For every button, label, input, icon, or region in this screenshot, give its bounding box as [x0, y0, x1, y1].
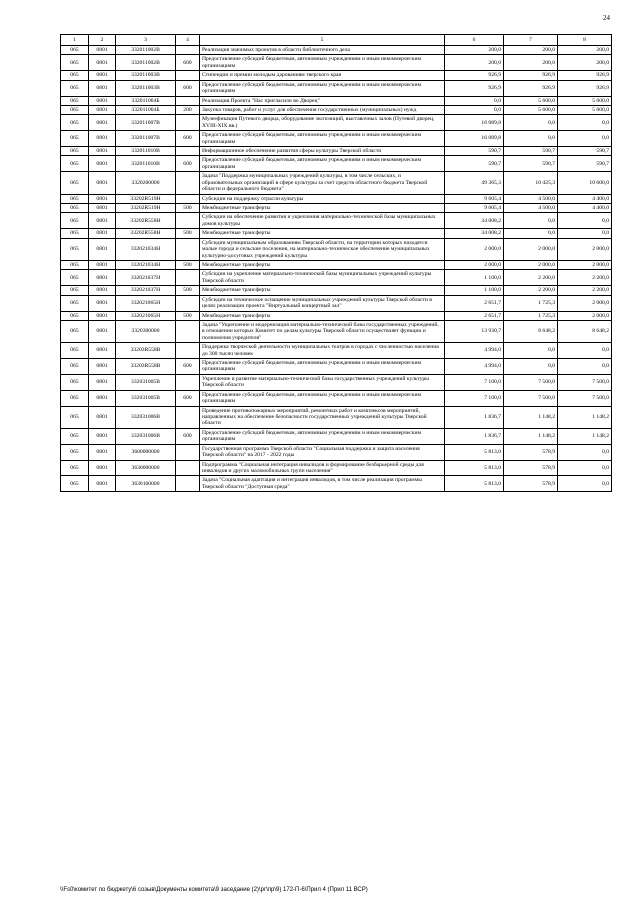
admin-code-cell: 065: [61, 194, 89, 203]
description-cell: Стипендии и премии молодым дарованиям тверского края: [200, 71, 445, 80]
expense-type-cell: [176, 71, 200, 80]
amount-cell: 4 400,0: [558, 194, 612, 203]
admin-code-cell: 065: [61, 172, 89, 194]
table-row: [61, 96, 612, 105]
section-code-cell: 0801: [89, 172, 116, 194]
description-cell: Информационное обеспечение развития сферы культуры Тверской области: [200, 147, 445, 156]
expense-type-cell: 600: [176, 156, 200, 172]
amount-cell: 0,0: [558, 115, 612, 131]
section-code-cell: 0801: [89, 156, 116, 172]
section-code-cell: 0801: [89, 359, 116, 375]
description-cell: Задача "Укрепление и модернизация материально-технической базы государственных учреждений, в отношении которых Комитет по делам культуры Тверской области осуществляет функции и полномочия учредителя": [200, 320, 445, 342]
target-article-cell: 332021065Н: [116, 311, 176, 320]
section-code-cell: 0801: [89, 343, 116, 359]
expense-type-cell: [176, 213, 200, 229]
description-cell: Укрепление и развитие материально-технической базы государственных учреждений культуры Тверской области: [200, 374, 445, 390]
amount-cell: 926,9: [445, 71, 504, 80]
amount-cell: 590,7: [504, 156, 558, 172]
admin-code-cell: 065: [61, 46, 89, 55]
amount-cell: 1 725,3: [504, 295, 558, 311]
table-row: [61, 295, 612, 311]
section-code-cell: 0801: [89, 390, 116, 406]
amount-cell: 2 000,0: [445, 260, 504, 269]
admin-code-cell: 065: [61, 444, 89, 460]
amount-cell: 200,0: [504, 55, 558, 71]
amount-cell: 2 200,0: [504, 286, 558, 295]
amount-cell: 926,9: [558, 71, 612, 80]
amount-cell: 578,9: [504, 460, 558, 476]
admin-code-cell: 065: [61, 390, 89, 406]
amount-cell: 578,9: [504, 476, 558, 492]
amount-cell: 0,0: [504, 115, 558, 131]
admin-code-cell: 065: [61, 238, 89, 260]
section-code-cell: 0801: [89, 204, 116, 213]
column-header: 1: [61, 35, 89, 46]
expense-type-cell: 600: [176, 80, 200, 96]
expense-type-cell: [176, 46, 200, 55]
amount-cell: 200,0: [504, 46, 558, 55]
admin-code-cell: 065: [61, 96, 89, 105]
amount-cell: 0,0: [558, 460, 612, 476]
column-header: 2: [89, 35, 116, 46]
amount-cell: 5 813,0: [445, 460, 504, 476]
amount-cell: 4 500,0: [504, 194, 558, 203]
target-article-cell: 332021037Н: [116, 270, 176, 286]
amount-cell: 2 000,0: [558, 311, 612, 320]
amount-cell: 0,0: [504, 213, 558, 229]
admin-code-cell: 065: [61, 295, 89, 311]
section-code-cell: 0801: [89, 476, 116, 492]
amount-cell: 2 000,0: [504, 238, 558, 260]
admin-code-cell: 065: [61, 286, 89, 295]
amount-cell: 2 000,0: [558, 295, 612, 311]
admin-code-cell: 065: [61, 311, 89, 320]
target-article-cell: 332031005В: [116, 390, 176, 406]
amount-cell: 5 600,0: [504, 105, 558, 114]
target-article-cell: 332011004Б: [116, 105, 176, 114]
section-code-cell: 0801: [89, 115, 116, 131]
expense-type-cell: [176, 320, 200, 342]
amount-cell: 0,0: [504, 359, 558, 375]
amount-cell: 0,0: [558, 229, 612, 238]
admin-code-cell: 065: [61, 131, 89, 147]
description-cell: Предоставление субсидий бюджетным, автономным учреждениям и иным некоммерческим организациям: [200, 390, 445, 406]
target-article-cell: 33202R519Н: [116, 194, 176, 203]
amount-cell: 4 994,0: [445, 359, 504, 375]
admin-code-cell: 065: [61, 460, 89, 476]
expense-type-cell: 500: [176, 286, 200, 295]
section-code-cell: 0801: [89, 460, 116, 476]
expense-type-cell: [176, 270, 200, 286]
description-cell: Задача "Поддержка муниципальных учреждений культуры, в том числе сельских, и образовательных организаций в сфере культуры за счет средств областного бюджета Тверской области и федерального бюджета": [200, 172, 445, 194]
target-article-cell: 332021034Н: [116, 238, 176, 260]
table-row: [61, 343, 612, 359]
table-row: [61, 194, 612, 203]
amount-cell: 926,9: [504, 71, 558, 80]
section-code-cell: 0801: [89, 96, 116, 105]
description-cell: Музеефикация Путевого дворца, оборудование экспозиций, выставочных залов (Путевой дворец, XVIII-XIX вв.): [200, 115, 445, 131]
table-row: [61, 374, 612, 390]
table-row: [61, 359, 612, 375]
budget-table: [60, 34, 612, 492]
section-code-cell: 0801: [89, 213, 116, 229]
expense-type-cell: 500: [176, 311, 200, 320]
expense-type-cell: [176, 147, 200, 156]
amount-cell: 7 500,0: [558, 374, 612, 390]
target-article-cell: 332021037Н: [116, 286, 176, 295]
expense-type-cell: 500: [176, 204, 200, 213]
admin-code-cell: 065: [61, 55, 89, 71]
amount-cell: 2 000,0: [558, 238, 612, 260]
expense-type-cell: 600: [176, 390, 200, 406]
amount-cell: 926,9: [558, 80, 612, 96]
admin-code-cell: 065: [61, 213, 89, 229]
amount-cell: 0,0: [504, 343, 558, 359]
amount-cell: 10 600,0: [558, 172, 612, 194]
admin-code-cell: 065: [61, 359, 89, 375]
amount-cell: 1 148,2: [558, 406, 612, 428]
expense-type-cell: [176, 96, 200, 105]
section-code-cell: 0801: [89, 105, 116, 114]
amount-cell: 9 605,4: [445, 204, 504, 213]
expense-type-cell: [176, 374, 200, 390]
amount-cell: 200,0: [558, 46, 612, 55]
description-cell: Предоставление субсидий бюджетным, автономным учреждениям и иным некоммерческим организациям: [200, 80, 445, 96]
amount-cell: 0,0: [504, 131, 558, 147]
target-article-cell: 33202R558Н: [116, 213, 176, 229]
target-article-cell: 3630000000: [116, 460, 176, 476]
admin-code-cell: 065: [61, 147, 89, 156]
amount-cell: 2 200,0: [558, 286, 612, 295]
table-row: [61, 71, 612, 80]
amount-cell: 0,0: [558, 444, 612, 460]
target-article-cell: 332011010В: [116, 156, 176, 172]
section-code-cell: 0801: [89, 320, 116, 342]
column-header: 5: [200, 35, 445, 46]
description-cell: Субсидии на обеспечение развития и укрепления материально-технической базы муниципальных домов культуры: [200, 213, 445, 229]
target-article-cell: 332021034Н: [116, 260, 176, 269]
admin-code-cell: 065: [61, 374, 89, 390]
admin-code-cell: 065: [61, 229, 89, 238]
column-header: 3: [116, 35, 176, 46]
description-cell: Задача "Социальная адаптация и интеграция инвалидов, в том числе реализация программы Тверской области "Доступная среда": [200, 476, 445, 492]
description-cell: Субсидии на укрепление материально-технической базы муниципальных учреждений культуры Тверской области: [200, 270, 445, 286]
admin-code-cell: 065: [61, 428, 89, 444]
table-row: [61, 131, 612, 147]
amount-cell: 926,9: [504, 80, 558, 96]
amount-cell: 0,0: [504, 229, 558, 238]
amount-cell: 2 200,0: [558, 270, 612, 286]
admin-code-cell: 065: [61, 105, 89, 114]
expense-type-cell: [176, 406, 200, 428]
amount-cell: 2 000,0: [558, 260, 612, 269]
section-code-cell: 0801: [89, 374, 116, 390]
expense-type-cell: 600: [176, 55, 200, 71]
section-code-cell: 0801: [89, 444, 116, 460]
description-cell: Межбюджетные трансферты: [200, 229, 445, 238]
amount-cell: 34 008,2: [445, 229, 504, 238]
table-row: [61, 105, 612, 114]
amount-cell: 200,0: [445, 55, 504, 71]
page-number: 24: [603, 14, 610, 22]
column-header: 6: [445, 35, 504, 46]
amount-cell: 590,7: [558, 147, 612, 156]
admin-code-cell: 065: [61, 115, 89, 131]
target-article-cell: 3320200000: [116, 172, 176, 194]
column-header: 8: [558, 35, 612, 46]
amount-cell: 2 000,0: [445, 238, 504, 260]
section-code-cell: 0801: [89, 147, 116, 156]
amount-cell: 1 148,2: [504, 406, 558, 428]
description-cell: Субсидии муниципальным образованиям Тверской области, на территории которых находятся малые города и сельские поселения, на материально-техническое обеспечение муниципальных культурно-досуговых учреждений культуры: [200, 238, 445, 260]
admin-code-cell: 065: [61, 476, 89, 492]
amount-cell: 200,0: [445, 46, 504, 55]
amount-cell: 926,9: [445, 80, 504, 96]
section-code-cell: 0801: [89, 428, 116, 444]
target-article-cell: 3630100000: [116, 476, 176, 492]
target-article-cell: 332011007В: [116, 115, 176, 131]
target-article-cell: 332011003В: [116, 71, 176, 80]
table-row: [61, 260, 612, 269]
target-article-cell: 332031006В: [116, 428, 176, 444]
target-article-cell: 33203R558В: [116, 343, 176, 359]
admin-code-cell: 065: [61, 71, 89, 80]
amount-cell: 7 100,0: [445, 374, 504, 390]
target-article-cell: 332031006В: [116, 406, 176, 428]
table-row: [61, 55, 612, 71]
table-row: [61, 460, 612, 476]
amount-cell: 7 500,0: [504, 390, 558, 406]
amount-cell: 7 500,0: [558, 390, 612, 406]
admin-code-cell: 065: [61, 204, 89, 213]
description-cell: Предоставление субсидий бюджетным, автономным учреждениям и иным некоммерческим организациям: [200, 359, 445, 375]
description-cell: Предоставление субсидий бюджетным, автономным учреждениям и иным некоммерческим организациям: [200, 55, 445, 71]
target-article-cell: 332011010В: [116, 147, 176, 156]
admin-code-cell: 065: [61, 343, 89, 359]
amount-cell: 0,0: [558, 359, 612, 375]
table-row: [61, 147, 612, 156]
target-article-cell: 332011002В: [116, 46, 176, 55]
table-row: [61, 229, 612, 238]
amount-cell: 1 100,0: [445, 270, 504, 286]
amount-cell: 7 100,0: [445, 390, 504, 406]
amount-cell: 5 600,0: [558, 96, 612, 105]
target-article-cell: 332011002В: [116, 55, 176, 71]
expense-type-cell: [176, 476, 200, 492]
table-row: [61, 46, 612, 55]
section-code-cell: 0801: [89, 286, 116, 295]
amount-cell: 2 000,0: [504, 260, 558, 269]
expense-type-cell: [176, 343, 200, 359]
amount-cell: 0,0: [558, 476, 612, 492]
amount-cell: 2 651,7: [445, 311, 504, 320]
amount-cell: 13 930,7: [445, 320, 504, 342]
amount-cell: 4 500,0: [504, 204, 558, 213]
amount-cell: 49 365,3: [445, 172, 504, 194]
description-cell: Межбюджетные трансферты: [200, 311, 445, 320]
amount-cell: 578,9: [504, 444, 558, 460]
section-code-cell: 0801: [89, 46, 116, 55]
description-cell: Реализация Проекта "Нас пригласили во Дворец": [200, 96, 445, 105]
table-row: [61, 311, 612, 320]
target-article-cell: 332021065Н: [116, 295, 176, 311]
target-article-cell: 33202R558Н: [116, 229, 176, 238]
column-header: 4: [176, 35, 200, 46]
section-code-cell: 0801: [89, 238, 116, 260]
table-row: [61, 172, 612, 194]
expense-type-cell: [176, 172, 200, 194]
amount-cell: 1 100,0: [445, 286, 504, 295]
amount-cell: 1 836,7: [445, 428, 504, 444]
description-cell: Субсидии на техническое оснащение муниципальных учреждений культуры Тверской области в целях реализации проекта "Виртуальный концертный зал": [200, 295, 445, 311]
table-row: [61, 320, 612, 342]
table-row: [61, 270, 612, 286]
expense-type-cell: 500: [176, 229, 200, 238]
amount-cell: 0,0: [445, 96, 504, 105]
description-cell: Закупка товаров, работ и услуг для обеспечения государственных (муниципальных) нужд: [200, 105, 445, 114]
column-header: 7: [504, 35, 558, 46]
admin-code-cell: 065: [61, 406, 89, 428]
table-row: [61, 406, 612, 428]
section-code-cell: 0801: [89, 55, 116, 71]
expense-type-cell: 500: [176, 260, 200, 269]
expense-type-cell: [176, 194, 200, 203]
table-row: [61, 428, 612, 444]
description-cell: Государственная программа Тверской области "Социальная поддержка и защита населения Тверской области" на 2017 - 2022 годы: [200, 444, 445, 460]
admin-code-cell: 065: [61, 260, 89, 269]
table-row: [61, 213, 612, 229]
description-cell: Поддержка творческой деятельности муниципальных театров в городах с численностью населения до 300 тысяч человек: [200, 343, 445, 359]
target-article-cell: 3320300000: [116, 320, 176, 342]
description-cell: Субсидии на поддержку отрасли культуры: [200, 194, 445, 203]
amount-cell: 16 089,8: [445, 131, 504, 147]
description-cell: Предоставление субсидий бюджетным, автономным учреждениям и иным некоммерческим организациям: [200, 131, 445, 147]
amount-cell: 8 648,2: [504, 320, 558, 342]
target-article-cell: 33202R519Н: [116, 204, 176, 213]
table-row: [61, 115, 612, 131]
section-code-cell: 0801: [89, 229, 116, 238]
amount-cell: 0,0: [445, 105, 504, 114]
amount-cell: 9 605,4: [445, 194, 504, 203]
amount-cell: 2 200,0: [504, 270, 558, 286]
expense-type-cell: [176, 115, 200, 131]
expense-type-cell: 600: [176, 131, 200, 147]
amount-cell: 590,7: [445, 147, 504, 156]
admin-code-cell: 065: [61, 80, 89, 96]
expense-type-cell: [176, 460, 200, 476]
table-row: [61, 476, 612, 492]
description-cell: Межбюджетные трансферты: [200, 286, 445, 295]
admin-code-cell: 065: [61, 270, 89, 286]
description-cell: Предоставление субсидий бюджетным, автономным учреждениям и иным некоммерческим организациям: [200, 428, 445, 444]
table-row: [61, 204, 612, 213]
table-row: [61, 390, 612, 406]
amount-cell: 10 425,3: [504, 172, 558, 194]
amount-cell: 4 400,0: [558, 204, 612, 213]
expense-type-cell: 600: [176, 428, 200, 444]
section-code-cell: 0801: [89, 71, 116, 80]
section-code-cell: 0801: [89, 295, 116, 311]
amount-cell: 8 648,2: [558, 320, 612, 342]
section-code-cell: 0801: [89, 311, 116, 320]
amount-cell: 0,0: [558, 213, 612, 229]
amount-cell: 1 836,7: [445, 406, 504, 428]
section-code-cell: 0801: [89, 260, 116, 269]
table-row: [61, 80, 612, 96]
table-row: [61, 156, 612, 172]
section-code-cell: 0801: [89, 80, 116, 96]
amount-cell: 16 089,8: [445, 115, 504, 131]
amount-cell: 5 813,0: [445, 444, 504, 460]
header-row: [61, 35, 612, 46]
expense-type-cell: [176, 295, 200, 311]
description-cell: Межбюджетные трансферты: [200, 260, 445, 269]
description-cell: Предоставление субсидий бюджетным, автономным учреждениям и иным некоммерческим организациям: [200, 156, 445, 172]
section-code-cell: 0801: [89, 194, 116, 203]
amount-cell: 200,0: [558, 55, 612, 71]
amount-cell: 1 148,2: [558, 428, 612, 444]
expense-type-cell: 200: [176, 105, 200, 114]
amount-cell: 5 813,0: [445, 476, 504, 492]
section-code-cell: 0801: [89, 406, 116, 428]
table-row: [61, 286, 612, 295]
description-cell: Реализация значимых проектов в области библиотечного дела: [200, 46, 445, 55]
target-article-cell: 332011004Б: [116, 96, 176, 105]
description-cell: Подпрограмма "Социальная интеграция инвалидов и формирование безбарьерной среды для инвалидов и других маломобильных групп населения": [200, 460, 445, 476]
amount-cell: 5 600,0: [558, 105, 612, 114]
admin-code-cell: 065: [61, 156, 89, 172]
target-article-cell: 332011003В: [116, 80, 176, 96]
amount-cell: 0,0: [558, 131, 612, 147]
amount-cell: 590,7: [558, 156, 612, 172]
description-cell: Проведение противопожарных мероприятий, ремонтных работ и комплексов мероприятий, направленных на обеспечение безопасности государственных учреждений культуры Тверской области: [200, 406, 445, 428]
target-article-cell: 332011007В: [116, 131, 176, 147]
amount-cell: 590,7: [504, 147, 558, 156]
amount-cell: 7 500,0: [504, 374, 558, 390]
section-code-cell: 0801: [89, 270, 116, 286]
target-article-cell: 33203R558В: [116, 359, 176, 375]
amount-cell: 1 148,2: [504, 428, 558, 444]
description-cell: Межбюджетные трансферты: [200, 204, 445, 213]
amount-cell: 1 725,3: [504, 311, 558, 320]
expense-type-cell: [176, 238, 200, 260]
table-row: [61, 444, 612, 460]
expense-type-cell: 600: [176, 359, 200, 375]
amount-cell: 34 008,2: [445, 213, 504, 229]
target-article-cell: 332031005В: [116, 374, 176, 390]
table-row: [61, 238, 612, 260]
amount-cell: 5 600,0: [504, 96, 558, 105]
amount-cell: 4 994,0: [445, 343, 504, 359]
amount-cell: 0,0: [558, 343, 612, 359]
target-article-cell: 3600000000: [116, 444, 176, 460]
admin-code-cell: 065: [61, 320, 89, 342]
file-path-footer: \\Fs0\комитет по бюджету\6 созыв\Документы комитета\9 заседание (2)\рг\пр\9) 172-П-6\Прил 4 (Прил 11 ВСР): [60, 887, 368, 893]
expense-type-cell: [176, 444, 200, 460]
amount-cell: 2 651,7: [445, 295, 504, 311]
section-code-cell: 0801: [89, 131, 116, 147]
amount-cell: 590,7: [445, 156, 504, 172]
